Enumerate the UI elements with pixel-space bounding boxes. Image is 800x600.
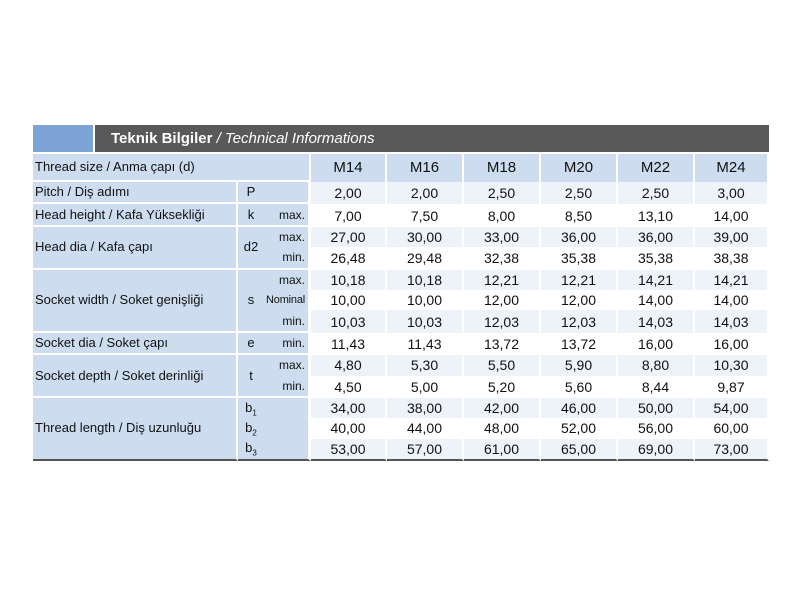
table-cell: 7,50 — [387, 204, 464, 226]
table-cell: 13,10 — [618, 204, 695, 226]
socket-depth-qual-min: min. — [264, 376, 311, 398]
table-cell: 16,00 — [618, 333, 695, 355]
head-height-row — [33, 204, 769, 226]
socket-dia-row — [33, 333, 769, 355]
table-cell: 36,00 — [618, 227, 695, 247]
header-row — [33, 154, 769, 182]
table-cell: 10,18 — [311, 270, 387, 290]
table-cell: 11,43 — [311, 333, 387, 355]
table-cell: 7,00 — [311, 204, 387, 226]
table-cell: 8,00 — [464, 204, 541, 226]
table-cell: 14,03 — [695, 310, 769, 332]
table-cell: 12,03 — [541, 310, 618, 332]
table-cell: 27,00 — [311, 227, 387, 247]
socket-width-qual-nominal: Nominal — [264, 290, 311, 310]
table-cell: 5,00 — [387, 376, 464, 398]
table-cell: 5,90 — [541, 355, 618, 375]
col-m16: M16 — [387, 154, 464, 182]
table-cell: 57,00 — [387, 439, 464, 461]
table-cell: 14,21 — [618, 270, 695, 290]
table-cell: 4,80 — [311, 355, 387, 375]
socket-dia-label: Socket dia / Soket çapı — [33, 333, 238, 355]
head-dia-qual-max: max. — [264, 227, 311, 247]
table-cell: 38,00 — [387, 398, 464, 418]
table-cell: 52,00 — [541, 418, 618, 438]
table-cell: 36,00 — [541, 227, 618, 247]
table-cell: 10,18 — [387, 270, 464, 290]
table-cell: 29,48 — [387, 247, 464, 269]
table-cell: 12,03 — [464, 310, 541, 332]
table-cell: 8,44 — [618, 376, 695, 398]
table-cell: 44,00 — [387, 418, 464, 438]
head-dia-qual-min: min. — [264, 247, 311, 269]
table-cell: 48,00 — [464, 418, 541, 438]
b3-symbol: $b_3$ — [245, 440, 257, 459]
socket-width-symbol: s — [238, 270, 264, 333]
title-english: / Technical Informations — [212, 130, 375, 147]
table-cell: 34,00 — [311, 398, 387, 418]
socket-depth-qual-max: max. — [264, 355, 311, 375]
table-cell: 2,00 — [311, 182, 387, 204]
table-cell: 2,00 — [387, 182, 464, 204]
table-cell: 73,00 — [695, 439, 769, 461]
table-cell: 14,00 — [695, 290, 769, 310]
col-m24: M24 — [695, 154, 769, 182]
table-cell: 10,30 — [695, 355, 769, 375]
head-height-symbol: k — [238, 204, 264, 226]
head-height-qual: max. — [264, 204, 311, 226]
table-cell: 8,50 — [541, 204, 618, 226]
banner-bar — [95, 125, 769, 152]
pitch-label: Pitch / Diş adımı — [33, 182, 238, 204]
table-cell: 60,00 — [695, 418, 769, 438]
table-cell: 5,60 — [541, 376, 618, 398]
socket-dia-symbol: e — [238, 333, 264, 355]
table-cell: 14,21 — [695, 270, 769, 290]
table-cell: 53,00 — [311, 439, 387, 461]
table-cell: 50,00 — [618, 398, 695, 418]
table-cell: 16,00 — [695, 333, 769, 355]
table-cell: 32,38 — [464, 247, 541, 269]
spec-table — [33, 154, 769, 461]
col-m14: M14 — [311, 154, 387, 182]
socket-depth-row-max — [33, 355, 769, 375]
pitch-qual — [264, 182, 311, 204]
table-cell: 14,00 — [618, 290, 695, 310]
table-cell: 46,00 — [541, 398, 618, 418]
table-cell: 14,03 — [618, 310, 695, 332]
table-cell: 2,50 — [618, 182, 695, 204]
b1-symbol: $b_1$ — [245, 400, 257, 419]
socket-width-qual-min: min. — [264, 310, 311, 332]
table-cell: 30,00 — [387, 227, 464, 247]
thread-length-qual — [264, 398, 311, 461]
pitch-row — [33, 182, 769, 204]
thread-length-symbols — [238, 398, 264, 461]
col-m18: M18 — [464, 154, 541, 182]
table-cell: 13,72 — [541, 333, 618, 355]
table-cell: 69,00 — [618, 439, 695, 461]
table-cell: 54,00 — [695, 398, 769, 418]
table-cell: 61,00 — [464, 439, 541, 461]
socket-width-label: Socket width / Soket genişliği — [33, 270, 238, 333]
table-cell: 14,00 — [695, 204, 769, 226]
title-banner — [33, 125, 769, 152]
table-cell: 33,00 — [464, 227, 541, 247]
table-cell: 4,50 — [311, 376, 387, 398]
table-cell: 42,00 — [464, 398, 541, 418]
table-cell: 26,48 — [311, 247, 387, 269]
table-cell: 12,21 — [541, 270, 618, 290]
head-dia-symbol: d2 — [238, 227, 264, 270]
col-m20: M20 — [541, 154, 618, 182]
thread-length-row-b1 — [33, 398, 769, 418]
table-cell: 10,00 — [387, 290, 464, 310]
table-cell: 35,38 — [541, 247, 618, 269]
head-height-label: Head height / Kafa Yüksekliği — [33, 204, 238, 226]
socket-width-qual-max: max. — [264, 270, 311, 290]
title-turkish: Teknik Bilgiler — [111, 130, 213, 147]
table-cell: 65,00 — [541, 439, 618, 461]
table-cell: 8,80 — [618, 355, 695, 375]
thread-length-label: Thread length / Diş uzunluğu — [33, 398, 238, 461]
table-cell: 11,43 — [387, 333, 464, 355]
table-cell: 12,00 — [464, 290, 541, 310]
table-cell: 40,00 — [311, 418, 387, 438]
table-cell: 5,50 — [464, 355, 541, 375]
socket-depth-symbol: t — [238, 355, 264, 398]
table-cell: 12,21 — [464, 270, 541, 290]
table-cell: 9,87 — [695, 376, 769, 398]
table-cell: 12,00 — [541, 290, 618, 310]
table-cell: 10,03 — [387, 310, 464, 332]
head-dia-row-max — [33, 227, 769, 247]
col-m22: M22 — [618, 154, 695, 182]
table-cell: 5,30 — [387, 355, 464, 375]
table-cell: 2,50 — [541, 182, 618, 204]
table-cell: 35,38 — [618, 247, 695, 269]
socket-width-row-max — [33, 270, 769, 290]
table-cell: 2,50 — [464, 182, 541, 204]
table-cell: 5,20 — [464, 376, 541, 398]
table-cell: 10,03 — [311, 310, 387, 332]
table-cell: 13,72 — [464, 333, 541, 355]
banner-accent — [33, 125, 93, 152]
table-cell: 10,00 — [311, 290, 387, 310]
table-cell: 39,00 — [695, 227, 769, 247]
b2-symbol: $b_2$ — [245, 420, 257, 439]
socket-depth-label: Socket depth / Soket derinliği — [33, 355, 238, 398]
table-cell: 56,00 — [618, 418, 695, 438]
pitch-symbol: P — [238, 182, 264, 204]
table-cell: 38,38 — [695, 247, 769, 269]
head-dia-label: Head dia / Kafa çapı — [33, 227, 238, 270]
header-label: Thread size / Anma çapı (d) — [33, 154, 311, 182]
table-cell: 3,00 — [695, 182, 769, 204]
socket-dia-qual: min. — [264, 333, 311, 355]
